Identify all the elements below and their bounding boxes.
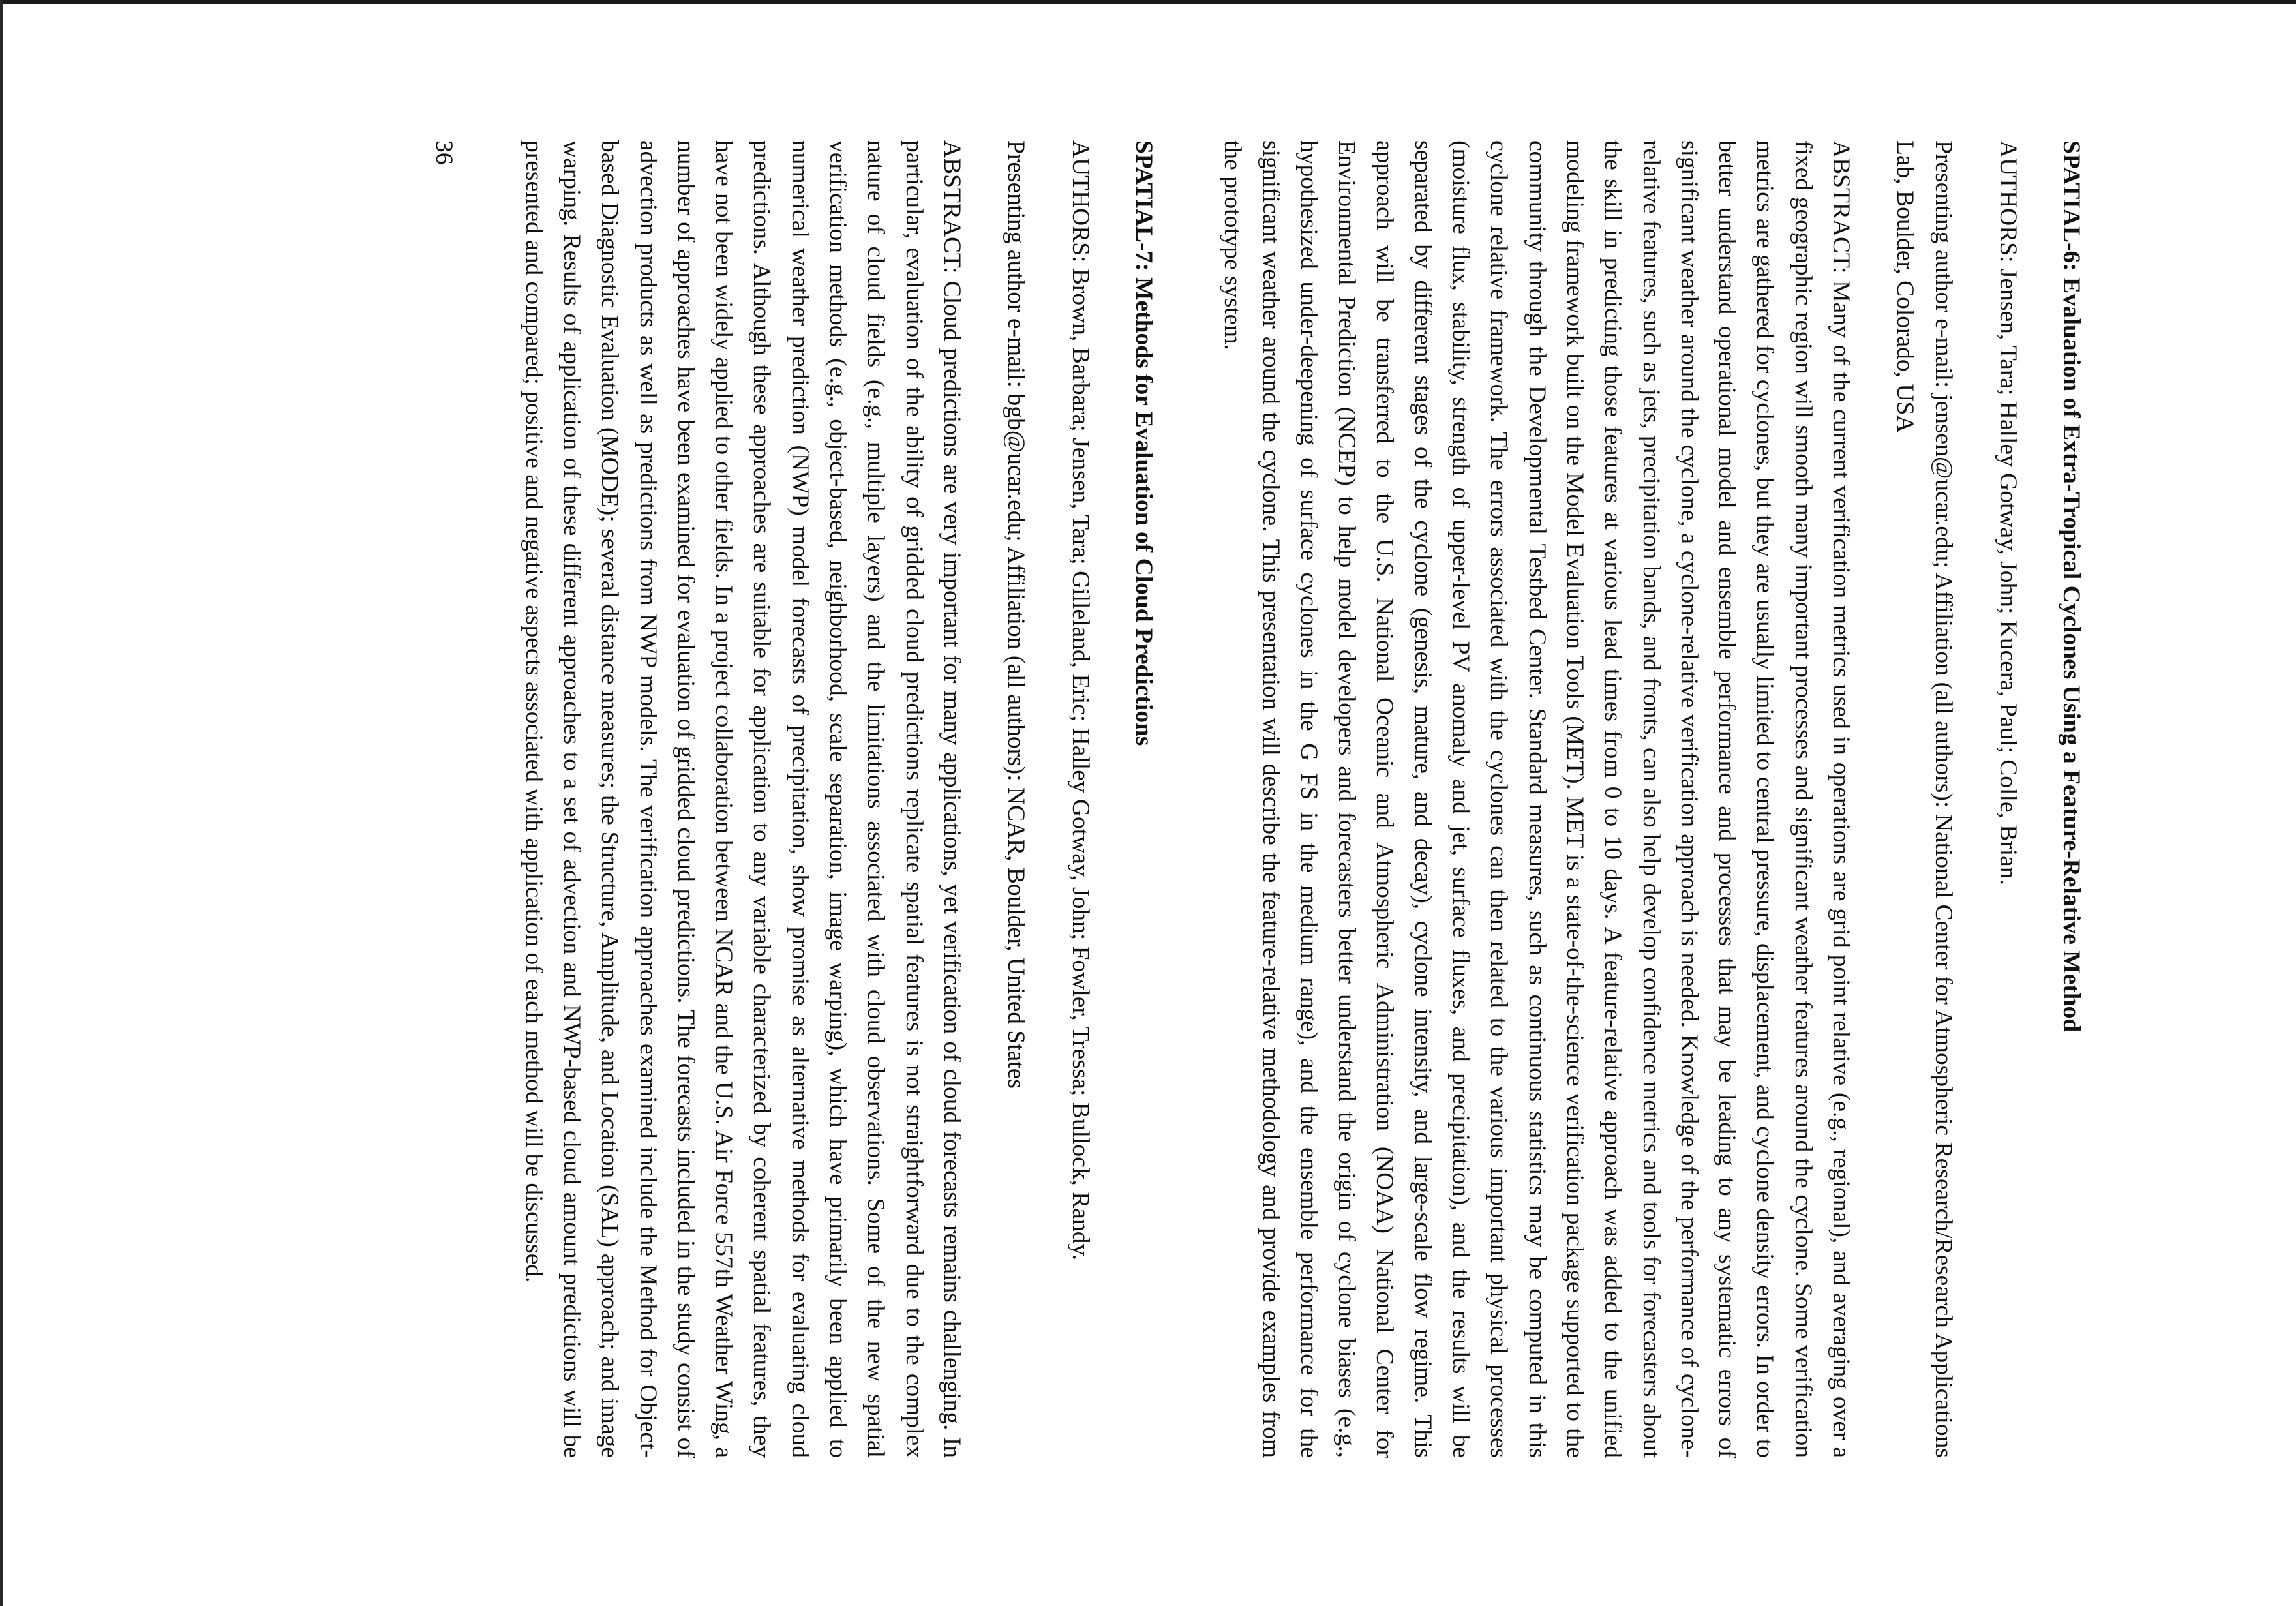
presenting-author-line: Presenting author e-mail: jensen@ucar.edu; Affiliation (all authors): National Center for Atmospheric Research/Research Applications Lab, Boulder, Colorado, USA bbox=[1892, 140, 1957, 1458]
abstract-section-spatial-7 bbox=[514, 140, 1160, 1458]
presenting-author-line: Presenting author e-mail: bgb@ucar.edu; Affiliation (all authors): NCAR, Boulder, United States bbox=[1002, 140, 1029, 1089]
scan-edge-left bbox=[0, 0, 3, 1606]
section-gap bbox=[1160, 140, 1213, 1458]
abstract-text: ABSTRACT: Cloud predictions are very important for many applications, yet verification of cloud forecasts remains challenging. In particular, evaluation of the ability of gridded cloud predictions replicate spatial features is not straightforward due to the complex nature of cloud fields (e.g., multiple layers) and the limitations associated with cloud observations. Some of the new spatial verification methods (e.g., object-based, neighborhood, scale separation, image warping), which have primarily been applied to numerical weather prediction (NWP) model forecasts of precipitation, show promise as alternative methods for evaluating cloud predictions. Although these approaches are suitable for application to any variable characterized by coherent spatial features, they have not been widely applied to other fields. In a project collaboration between NCAR and the U.S. Air Force 557th Weather Wing, a number of approaches have been examined for evaluation of gridded cloud predictions. The forecasts included in the study consist of advection products as well as predictions from NWP models. The verification approaches examined include the Method for Object-based Diagnostic Evaluation (MODE); several distance measures; the Structure, Amplitude, and Location (SAL) approach; and image warping. Results of application of these different approaches to a set of advection and NWP-based cloud amount predictions will be presented and compared; positive and negative aspects associated with application of each method will be discussed. bbox=[520, 140, 965, 1458]
authors-line: AUTHORS: Brown, Barbara; Jensen, Tara; Gilleland, Eric; Halley Gotway, John; Fowler, Tressa; Bullock, Randy. bbox=[1066, 140, 1094, 1261]
page-number: 36 bbox=[430, 140, 458, 165]
abstract-section-spatial-6 bbox=[1213, 140, 2087, 1458]
scan-edge-top bbox=[0, 0, 2296, 4]
section-title: SPATIAL-6: Evaluation of Extra-Tropical Cyclones Using a Feature-Relative Method bbox=[2058, 140, 2085, 1033]
authors-line: AUTHORS: Jensen, Tara; Halley Gotway, John; Kucera, Paul; Colle, Brian. bbox=[1995, 140, 2021, 885]
abstract-text: ABSTRACT: Many of the current verification metrics used in operations are grid point relative (e.g., regional), and averaging over a fixed geographic region will smooth many important processes and significant weather features around the cyclone. Some verification metrics are gathered for cyclones, but they are usually limited to central pressure, displacement, and cyclone density errors. In order to better understand operational model and ensemble performance and processes that may be leading to any systematic errors of significant weather around the cyclone, a cyclone-relative verification approach is needed. Knowledge of the performance of cyclone-relative features, such as jets, precipitation bands, and fronts, can also help develop confidence metrics and tools for forecasters about the skill in predicting those features at various lead times from 0 to 10 days. A feature-relative approach was added to the unified modeling framework built on the Model Evaluation Tools (MET). MET is a state-of-the-science verification package supported to the community through the Developmental Testbed Center. Standard measures, such as continuous statistics may be computed in this cyclone relative framework. The errors associated with the cyclones can then related to the various important physical processes (moisture flux, stability, strength of upper-level PV anomaly and jet, surface fluxes, and precipitation), and the results will be separated by different stages of the cyclone (genesis, mature, and decay), cyclone intensity, and large-scale flow regime. This approach will be transferred to the U.S. National Oceanic and Atmospheric Administration (NOAA) National Center for Environmental Prediction (NCEP) to help model developers and forecasters better understand the origin of cyclone biases (e.g., hypothesized under-deepening of surface cyclones in the G FS in the medium range), and the ensemble performance for the significant weather around the cyclone. This presentation will describe the feature-relative methodology and provide examples from the prototype system. bbox=[1219, 140, 1854, 1458]
rotated-page bbox=[130, 140, 2087, 1458]
section-title: SPATIAL-7: Methods for Evaluation of Cloud Predictions bbox=[1130, 140, 1157, 746]
